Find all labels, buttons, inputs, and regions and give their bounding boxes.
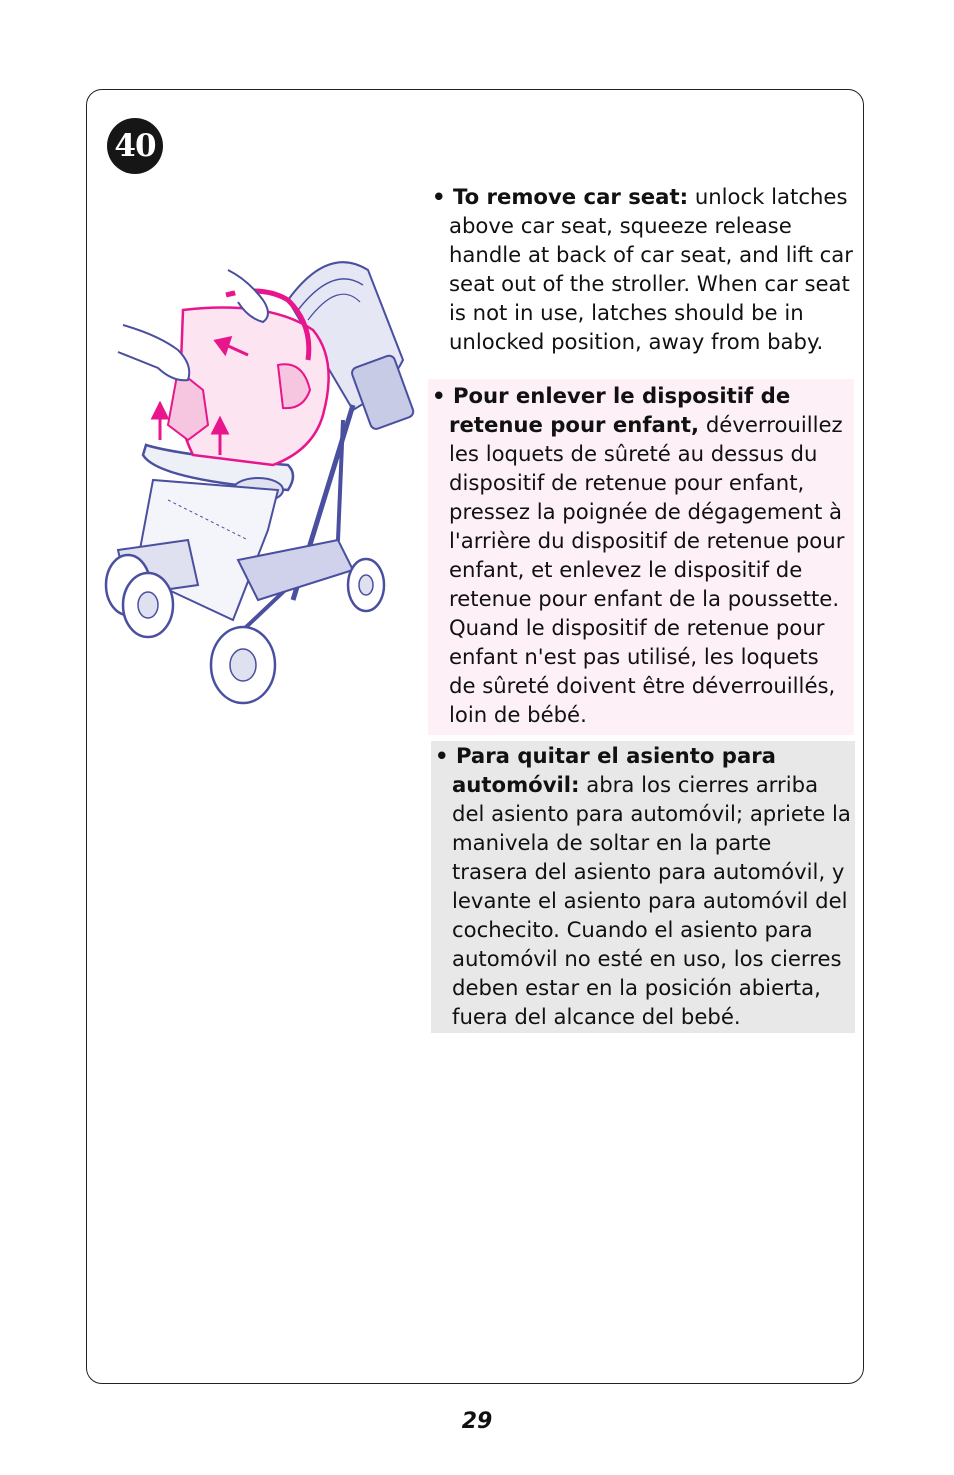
english-body: unlock latches above car seat, squeeze release handle at back of car seat, and lift car seat out of the stroller. When car seat is not in use, latches should be in unlocked position, away from baby. [449, 184, 853, 354]
english-heading: To remove car seat: [452, 184, 689, 209]
bullet: • [432, 184, 446, 209]
spanish-heading: Para quitar el asiento para automóvil: [452, 743, 776, 797]
french-body: déverrouillez les loquets de sûreté au dessus du dispositif de retenue pour enfant, pressez la poignée de dégagement à l'arrière du dispositif de retenue pour enfant, et enlevez le dispositif de retenue pour enfant de la poussette. Quand le dispositif de retenue pour enfant n'est pas utilisé, les loquets de sûreté doivent être déverrouillés, loin de bébé. [449, 412, 845, 727]
english-instructions [432, 182, 856, 356]
spanish-instructions [431, 741, 855, 1033]
spanish-body: abra los cierres arriba del asiento para automóvil; apriete la manivela de soltar en la parte trasera del asiento para automóvil, y levante el asiento para automóvil del cochecito. Cuando el asiento para automóvil no esté en uso, los cierres deben estar en la posición abierta, fuera del alcance del bebé. [452, 772, 851, 1029]
french-instructions [428, 379, 854, 735]
french-heading: Pour enlever le dispositif de retenue pour enfant, [449, 383, 791, 437]
stroller-car-seat-illustration [98, 240, 418, 710]
step-number-badge [107, 118, 163, 174]
step-number: 40 [114, 128, 156, 164]
bullet: • [435, 743, 449, 768]
page-number: 29 [461, 1409, 493, 1434]
bullet: • [432, 383, 446, 408]
